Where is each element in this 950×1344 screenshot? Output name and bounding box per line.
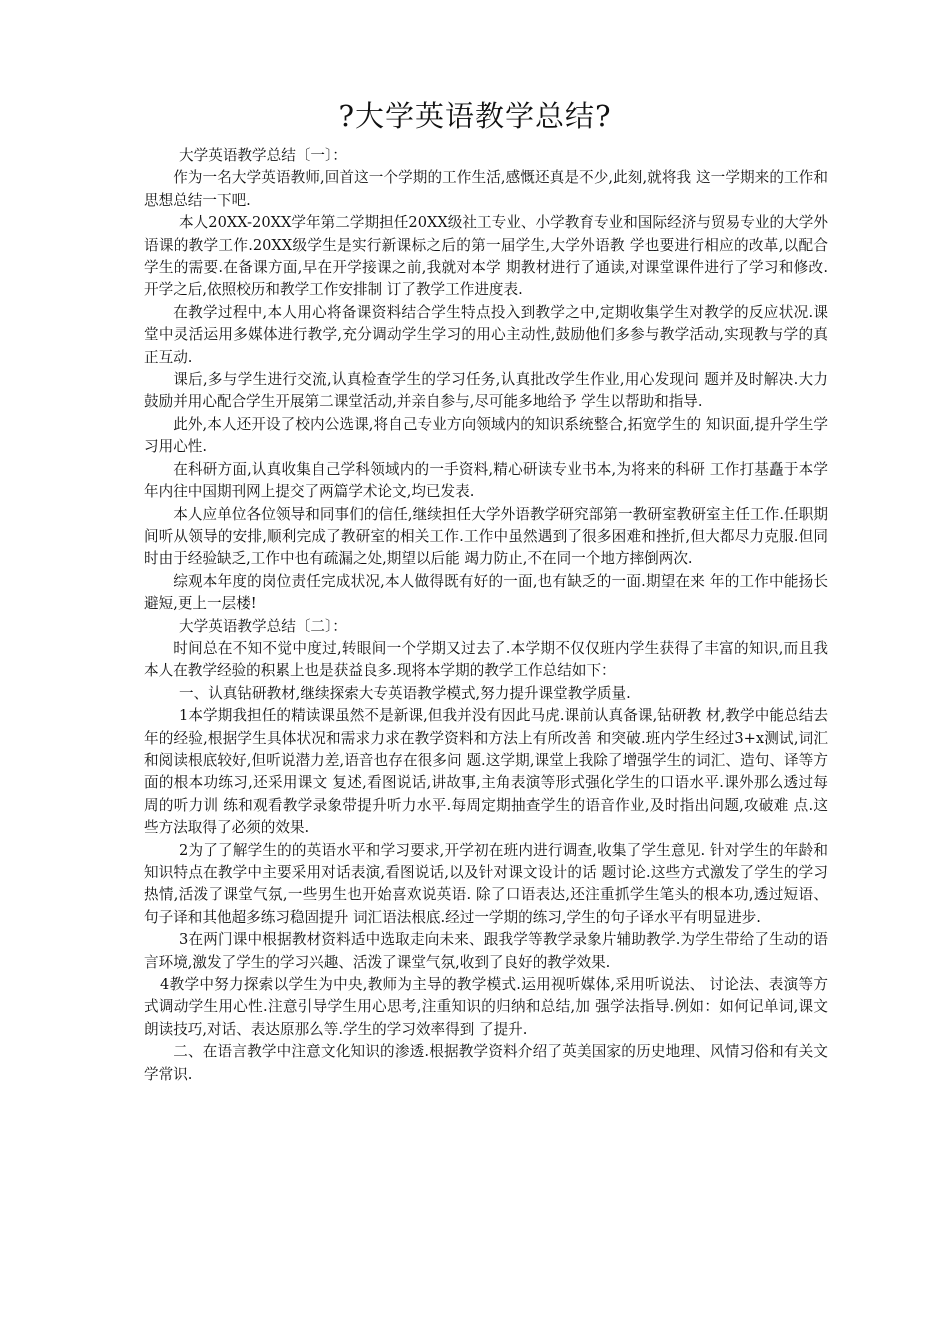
paragraph-summary: 综观本年度的岗位责任完成状况,本人做得既有好的一面,也有缺乏的一面.期望在来 年的工作中能扬长避短,更上一层楼! <box>144 572 828 613</box>
section-heading-two: 大学英语教学总结〔二〕： <box>179 617 347 635</box>
paragraph-office-work: 本人应单位各位领导和同事们的信任,继续担任大学外语教学研究部第一教研室教研室主任工作.任职期间听从领导的安排,顺利完成了教研室的相关工作.工作中虽然遇到了很多困难和挫折,但大都尽力克服.但同时由于经验缺乏,工作中也有疏漏之处,期望以后能 竭力防止,不在同一个地方摔倒两次. <box>144 505 828 568</box>
paragraph-semester-review: 时间总在不知不觉中度过,转眼间一个学期又过去了.本学期不仅仅班内学生获得了丰富的知识,而且我本人在教学经验的积累上也是获益良多.现将本学期的教学工作总结如下： <box>144 639 828 680</box>
paragraph-item-1: 1本学期我担任的精读课虽然不是新课,但我并没有因此马虎.课前认真备课,钻研教 材,教学中能总结去年的经验,根据学生具体状况和需求力求在教学资料和方法上有所改善 和突破.班内学生经过3+x测试,词汇和阅读根底较好,但听说潜力差,语音也存在很多问 题.这学期,课堂上我除了增强学生的词汇、造句、译等方面的根本功练习,还采用课文 复述,看图说话,讲故事,主角表演等形式强化学生的口语水平.课外那么透过每周的听力训 练和观看教学录象带提升听力水平.每周定期抽查学生的语音作业,及时指出问题,攻破难 点.这些方法取得了必须的效果. <box>144 707 828 837</box>
paragraph-item-4: 4教学中努力探索以学生为中央,教师为主导的教学模式.运用视听媒体,采用听说法、 讨论法、表演等方式调动学生用心性.注意引导学生用心思考,注重知识的归纳和总结,加 强学法指导.例如：如何记单词,课文朗读技巧,对话、表达原那么等.学生的学习效率得到 了提升. <box>144 976 828 1038</box>
paragraph-item-2: 2为了了解学生的的英语水平和学习要求,开学初在班内进行调查,收集了学生意见. 针对学生的年龄和知识特点在教学中主要采用对话表演,看图说话,以及针对课文设计的话 题讨论.这些方式激发了学生的学习热情,活泼了课堂气氛,一些男生也开始喜欢说英语. 除了口语表达,还注重抓学生笔头的根本功,透过短语、句子译和其他超多练习稳固提升 词汇语法根底.经过一学期的练习,学生的句子译水平有明显进步. <box>144 841 828 926</box>
paragraph-point-two: 二、在语言教学中注意文化知识的渗透.根据教学资料介绍了英美国家的历史地理、风情习俗和有关文学常识. <box>144 1043 828 1083</box>
paragraph-research: 在科研方面,认真收集自己学科领域内的一手资料,精心研读专业书本,为将来的科研 工作打基矗于本学年内往中国期刊网上提交了两篇学术论文,均已发表. <box>144 460 828 501</box>
document-title: ?大学英语教学总结? <box>338 99 612 133</box>
paragraph-teaching-process: 在教学过程中,本人用心将备课资料结合学生特点投入到教学之中,定期收集学生对教学的反应状况.课堂中灵活运用多媒体进行教学,充分调动学生学习的用心主动性,鼓励他们多参与教学活动,实现教与学的真正互动. <box>144 303 828 366</box>
section-heading-one: 大学英语教学总结〔一〕： <box>179 147 347 164</box>
paragraph-teaching-duties: 本人20XX-20XX学年第二学期担任20XX级社工专业、小学教育专业和国际经济与贸易专业的大学外语课的教学工作.20XX级学生是实行新课标之后的第一届学生,大学外语教 学也要进行相应的改革,以配合学生的需要.在备课方面,早在开学接课之前,我就对本学 期教材进行了通读,对课堂课件进行了学习和修改.开学之后,依照校历和教学工作安排制 订了教学工作进度表. <box>144 214 828 299</box>
paragraph-after-class: 课后,多与学生进行交流,认真检查学生的学习任务,认真批改学生作业,用心发现问 题并及时解决.大力鼓励并用心配合学生开展第二课堂活动,并亲自参与,尽可能多地给予 学生以帮助和指导. <box>144 371 828 411</box>
paragraph-point-one: 一、认真钻研教材,继续探索大专英语教学模式,努力提升课堂教学质量. <box>179 684 631 702</box>
paragraph-item-3: 3在两门课中根据教材资料适中选取走向未来、跟我学等教学录象片辅助教学.为学生带给了生动的语言环境,激发了学生的学习兴趣、活泼了课堂气氛,收到了良好的教学效果. <box>144 931 828 971</box>
document-body <box>144 145 828 1086</box>
paragraph-elective-course: 此外,本人还开设了校内公选课,将自己专业方向领域内的知识系统整合,拓宽学生的 知识面,提升学生学习用心性. <box>144 415 828 456</box>
paragraph-intro: 作为一名大学英语教师,回首这一个学期的工作生活,感慨还真是不少,此刻,就将我 这一学期来的工作和思想总结一下吧. <box>144 169 828 209</box>
